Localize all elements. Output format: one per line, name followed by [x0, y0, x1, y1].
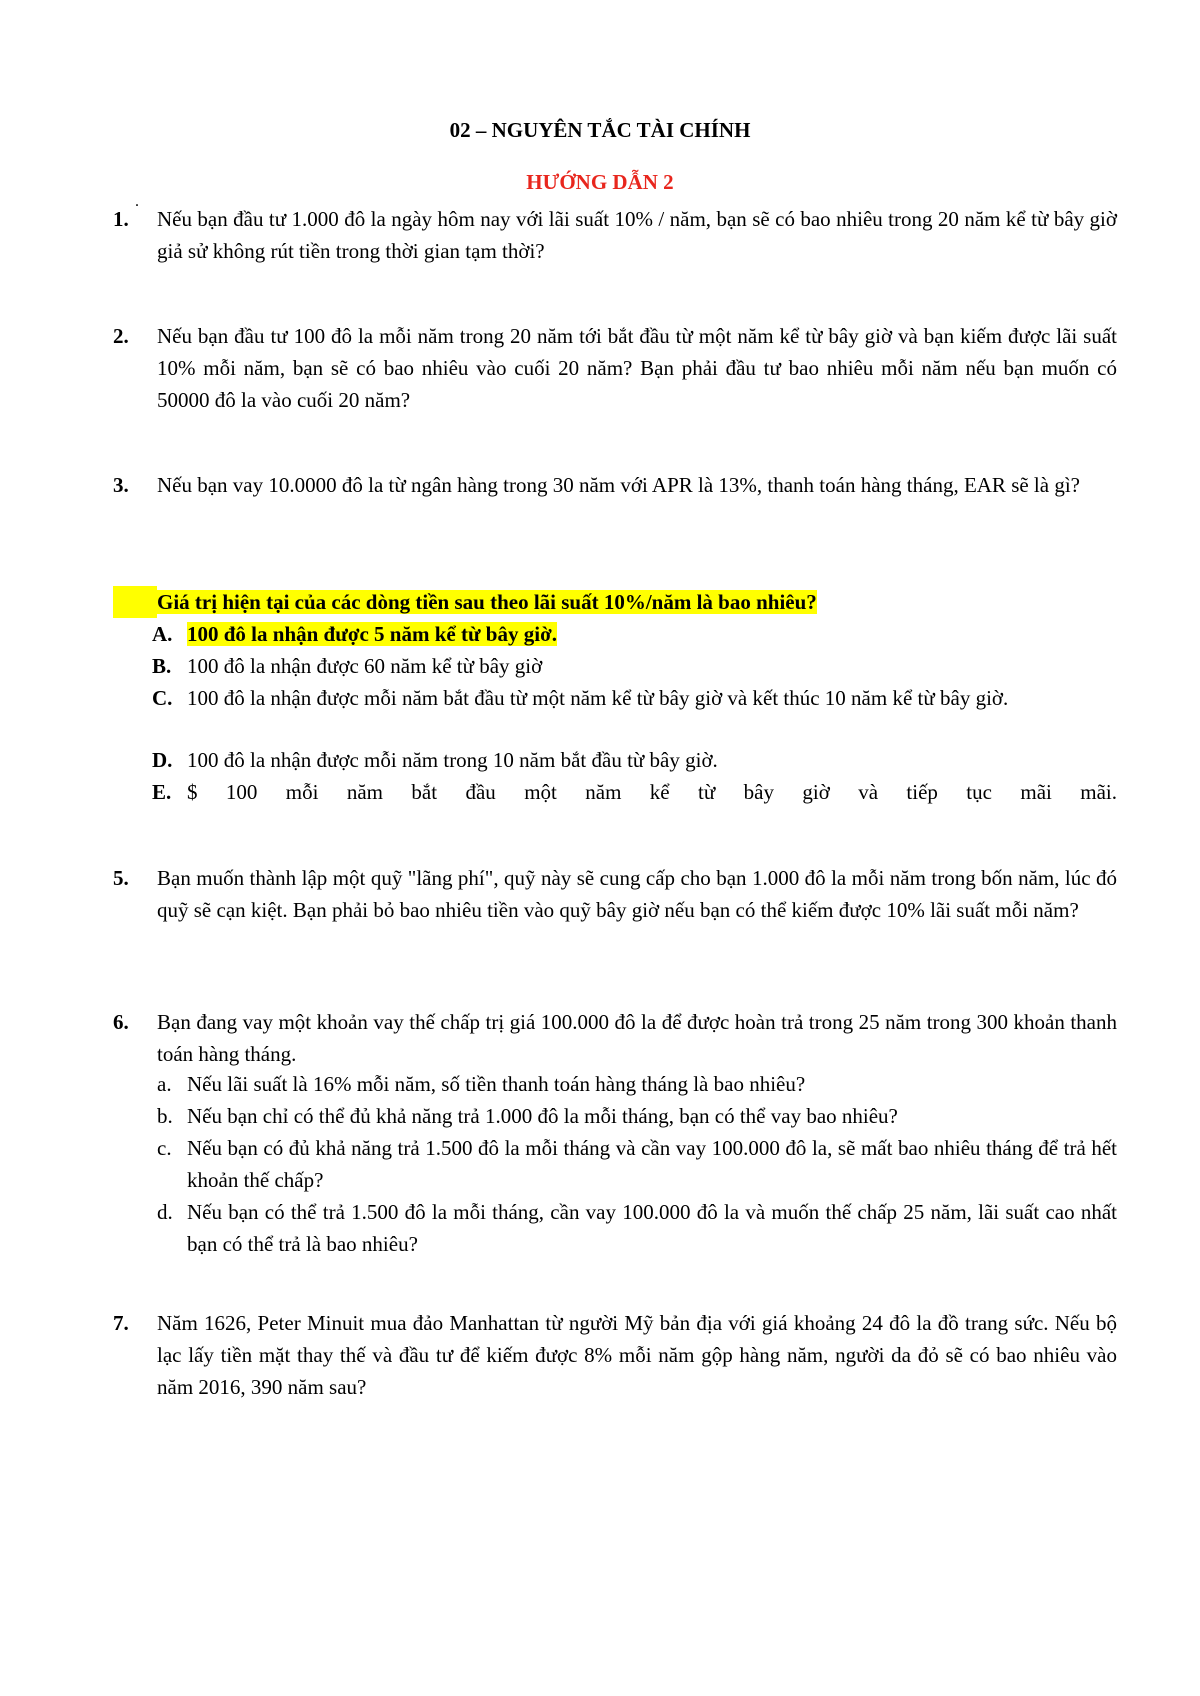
question-text-row: [113, 586, 1117, 618]
option-text: 100 đô la nhận được 60 năm kể từ bây giờ: [187, 654, 543, 678]
question-number: 7.: [113, 1311, 129, 1335]
question-number: 6.: [113, 1010, 129, 1034]
document-subtitle: HƯỚNG DẪN 2: [526, 170, 674, 194]
option-label: B.: [152, 654, 172, 678]
option-text: Nếu bạn có đủ khả năng trả 1.500 đô la mỗi tháng và cần vay 100.000 đô la, sẽ mất bao nhiêu tháng để trả hết khoản thế chấp?: [187, 1136, 1117, 1192]
option-label: C.: [152, 686, 173, 710]
option-label: d.: [157, 1200, 173, 1224]
bullet-dot: .: [135, 193, 139, 210]
question-number: 2.: [113, 324, 129, 348]
option-text: 100 đô la nhận được mỗi năm trong 10 năm bắt đầu từ bây giờ.: [187, 748, 718, 772]
option-text: Nếu lãi suất là 16% mỗi năm, số tiền thanh toán hàng tháng là bao nhiêu?: [187, 1072, 806, 1096]
option-text: Nếu bạn chỉ có thể đủ khả năng trả 1.000 đô la mỗi tháng, bạn có thể vay bao nhiêu?: [187, 1104, 898, 1128]
option-label: A.: [152, 622, 173, 646]
option-label: c.: [157, 1136, 172, 1160]
question-text: Nếu bạn vay 10.0000 đô la từ ngân hàng trong 30 năm với APR là 13%, thanh toán hàng tháng, EAR sẽ là gì?: [157, 473, 1080, 497]
option-label: D.: [152, 748, 173, 772]
highlight-gap: [113, 586, 157, 618]
question-number: 3.: [113, 473, 129, 497]
question-number: 5.: [113, 866, 129, 890]
question-text: Bạn đang vay một khoản vay thế chấp trị giá 100.000 đô la để được hoàn trả trong 25 năm trong 300 khoản thanh toán hàng tháng.: [157, 1010, 1117, 1066]
question-text: Giá trị hiện tại của các dòng tiền sau theo lãi suất 10%/năm là bao nhiêu?: [157, 590, 817, 614]
question-number: 1.: [113, 207, 129, 231]
option-text: 100 đô la nhận được mỗi năm bắt đầu từ một năm kể từ bây giờ và kết thúc 10 năm kể từ bây giờ.: [187, 686, 1009, 710]
option-label: E.: [152, 780, 172, 804]
option-label: b.: [157, 1104, 173, 1128]
question-text: Nếu bạn đầu tư 1.000 đô la ngày hôm nay với lãi suất 10% / năm, bạn sẽ có bao nhiêu trong 20 năm kể từ bây giờ giả sử không rút tiền trong thời gian tạm thời?: [157, 207, 1117, 263]
question-text: Bạn muốn thành lập một quỹ "lãng phí", quỹ này sẽ cung cấp cho bạn 1.000 đô la mỗi năm trong bốn năm, lúc đó quỹ sẽ cạn kiệt. Bạn phải bỏ bao nhiêu tiền vào quỹ bây giờ nếu bạn có thể kiếm được 10% lãi suất mỗi năm?: [157, 866, 1117, 922]
option-text: $ 100 mỗi năm bắt đầu một năm kể từ bây giờ và tiếp tục mãi mãi.: [187, 780, 1117, 804]
option-text: 100 đô la nhận được 5 năm kể từ bây giờ.: [187, 622, 557, 646]
question-text: Nếu bạn đầu tư 100 đô la mỗi năm trong 20 năm tới bắt đầu từ một năm kể từ bây giờ và bạn kiếm được lãi suất 10% mỗi năm, bạn sẽ có bao nhiêu vào cuối 20 năm? Bạn phải đầu tư bao nhiêu mỗi năm nếu bạn muốn có 50000 đô la vào cuối 20 năm?: [157, 324, 1117, 412]
option-text: Nếu bạn có thể trả 1.500 đô la mỗi tháng, cần vay 100.000 đô la và muốn thế chấp 25 năm, lãi suất cao nhất bạn có thể trả là bao nhiêu?: [187, 1200, 1117, 1256]
option-label: a.: [157, 1072, 172, 1096]
question-text: Năm 1626, Peter Minuit mua đảo Manhattan từ người Mỹ bản địa với giá khoảng 24 đô la đồ trang sức. Nếu bộ lạc lấy tiền mặt thay thế và đầu tư để kiếm được 8% mỗi năm gộp hàng năm, người da đỏ sẽ có bao nhiêu vào năm 2016, 390 năm sau?: [157, 1311, 1117, 1399]
document-title: 02 – NGUYÊN TẮC TÀI CHÍNH: [449, 118, 751, 142]
